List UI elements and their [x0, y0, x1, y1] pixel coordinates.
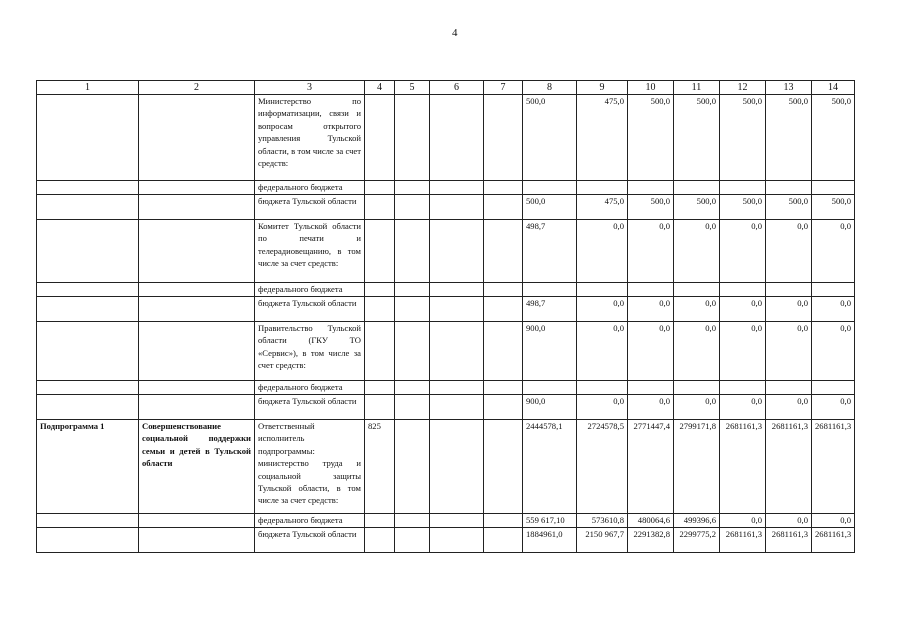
subprogram-title-cell — [139, 195, 255, 220]
empty-cell — [395, 181, 430, 195]
value-cell: 0,0 — [628, 297, 674, 322]
value-cell: 0,0 — [577, 322, 628, 381]
value-cell: 0,0 — [720, 395, 766, 420]
value-cell — [720, 381, 766, 395]
executor-cell: федерального бюджета — [255, 283, 365, 297]
value-cell: 500,0 — [812, 195, 855, 220]
code-cell — [365, 395, 395, 420]
code-cell — [365, 95, 395, 181]
value-cell: 500,0 — [720, 95, 766, 181]
value-cell — [523, 283, 577, 297]
column-number-row — [37, 81, 855, 95]
empty-cell — [430, 528, 484, 553]
table-row — [37, 297, 855, 322]
executor-cell: федерального бюджета — [255, 381, 365, 395]
subprogram-title-cell — [139, 322, 255, 381]
value-cell: 0,0 — [674, 322, 720, 381]
value-cell: 0,0 — [628, 395, 674, 420]
empty-cell — [484, 322, 523, 381]
empty-cell — [395, 220, 430, 283]
executor-cell: Комитет Тульской области по печати и телерадиовещанию, в том числе за счет средств: — [255, 220, 365, 283]
value-cell — [812, 181, 855, 195]
value-cell: 900,0 — [523, 395, 577, 420]
empty-cell — [395, 514, 430, 528]
value-cell: 500,0 — [523, 195, 577, 220]
value-cell: 0,0 — [812, 220, 855, 283]
subprogram-title-cell — [139, 528, 255, 553]
empty-cell — [484, 95, 523, 181]
table-row — [37, 528, 855, 553]
value-cell: 498,7 — [523, 220, 577, 283]
executor-cell: бюджета Тульской области — [255, 195, 365, 220]
empty-cell — [484, 181, 523, 195]
value-cell: 500,0 — [674, 95, 720, 181]
subprogram-cell — [37, 395, 139, 420]
empty-cell — [430, 395, 484, 420]
value-cell: 2681161,3 — [766, 528, 812, 553]
value-cell — [628, 381, 674, 395]
value-cell — [577, 283, 628, 297]
value-cell: 559 617,10 — [523, 514, 577, 528]
executor-cell: федерального бюджета — [255, 181, 365, 195]
subprogram-cell — [37, 195, 139, 220]
subprogram-cell — [37, 95, 139, 181]
value-cell: 500,0 — [766, 95, 812, 181]
code-cell — [365, 528, 395, 553]
value-cell: 2681161,3 — [720, 528, 766, 553]
table-row — [37, 283, 855, 297]
empty-cell — [395, 283, 430, 297]
value-cell: 0,0 — [812, 395, 855, 420]
value-cell: 480064,6 — [628, 514, 674, 528]
empty-cell — [484, 220, 523, 283]
value-cell — [674, 181, 720, 195]
executor-cell: федерального бюджета — [255, 514, 365, 528]
value-cell: 0,0 — [628, 322, 674, 381]
empty-cell — [395, 297, 430, 322]
empty-cell — [430, 195, 484, 220]
code-cell — [365, 220, 395, 283]
subprogram-cell — [37, 514, 139, 528]
value-cell: 500,0 — [628, 195, 674, 220]
subprogram-title-cell — [139, 283, 255, 297]
col-header: 13 — [766, 81, 812, 95]
value-cell — [628, 283, 674, 297]
table-row — [37, 514, 855, 528]
empty-cell — [484, 420, 523, 514]
executor-cell: Министерство по информатизации, связи и вопросам открытого управления Тульской области, в том числе за счет средств: — [255, 95, 365, 181]
value-cell: 0,0 — [766, 220, 812, 283]
code-cell — [365, 283, 395, 297]
value-cell — [674, 283, 720, 297]
value-cell — [766, 283, 812, 297]
value-cell: 2299775,2 — [674, 528, 720, 553]
table-row — [37, 381, 855, 395]
table-row — [37, 181, 855, 195]
empty-cell — [395, 95, 430, 181]
empty-cell — [484, 528, 523, 553]
table-row — [37, 395, 855, 420]
subprogram-cell — [37, 322, 139, 381]
code-cell — [365, 181, 395, 195]
value-cell: 0,0 — [766, 395, 812, 420]
col-header: 6 — [430, 81, 484, 95]
value-cell: 0,0 — [628, 220, 674, 283]
value-cell — [523, 381, 577, 395]
value-cell: 0,0 — [720, 322, 766, 381]
value-cell — [766, 381, 812, 395]
page-number: 4 — [452, 27, 458, 39]
value-cell: 573610,8 — [577, 514, 628, 528]
subprogram-cell — [37, 181, 139, 195]
value-cell — [577, 181, 628, 195]
empty-cell — [430, 322, 484, 381]
executor-cell: бюджета Тульской области — [255, 297, 365, 322]
col-header: 8 — [523, 81, 577, 95]
value-cell: 475,0 — [577, 195, 628, 220]
subprogram-cell — [37, 528, 139, 553]
empty-cell — [395, 395, 430, 420]
executor-cell: бюджета Тульской области — [255, 395, 365, 420]
value-cell: 0,0 — [720, 297, 766, 322]
subprogram-cell: Подпрограмма 1 — [37, 420, 139, 514]
empty-cell — [430, 297, 484, 322]
value-cell: 2291382,8 — [628, 528, 674, 553]
empty-cell — [484, 395, 523, 420]
subprogram-cell — [37, 220, 139, 283]
empty-cell — [484, 297, 523, 322]
col-header: 1 — [37, 81, 139, 95]
subprogram-cell — [37, 283, 139, 297]
value-cell: 0,0 — [577, 395, 628, 420]
value-cell: 0,0 — [720, 514, 766, 528]
empty-cell — [484, 283, 523, 297]
col-header: 11 — [674, 81, 720, 95]
code-cell — [365, 514, 395, 528]
empty-cell — [430, 220, 484, 283]
value-cell: 0,0 — [674, 220, 720, 283]
executor-cell: Ответственный исполнитель подпрограммы: министерство труда и социальной защиты Тульской области, в том числе за счет средств: — [255, 420, 365, 514]
empty-cell — [430, 283, 484, 297]
col-header: 10 — [628, 81, 674, 95]
empty-cell — [395, 195, 430, 220]
empty-cell — [430, 181, 484, 195]
value-cell — [812, 381, 855, 395]
value-cell: 0,0 — [766, 322, 812, 381]
col-header: 4 — [365, 81, 395, 95]
executor-cell: Правительство Тульской области (ГКУ ТО «Сервис»), в том числе за счет средств: — [255, 322, 365, 381]
executor-cell: бюджета Тульской области — [255, 528, 365, 553]
value-cell: 0,0 — [577, 220, 628, 283]
table-row — [37, 322, 855, 381]
empty-cell — [430, 381, 484, 395]
value-cell: 500,0 — [720, 195, 766, 220]
value-cell: 2681161,3 — [766, 420, 812, 514]
value-cell — [812, 283, 855, 297]
value-cell: 2771447,4 — [628, 420, 674, 514]
code-cell — [365, 195, 395, 220]
subprogram-title-cell — [139, 514, 255, 528]
value-cell: 2724578,5 — [577, 420, 628, 514]
col-header: 12 — [720, 81, 766, 95]
value-cell: 500,0 — [674, 195, 720, 220]
value-cell: 0,0 — [577, 297, 628, 322]
value-cell: 498,7 — [523, 297, 577, 322]
value-cell: 499396,6 — [674, 514, 720, 528]
empty-cell — [395, 420, 430, 514]
value-cell: 0,0 — [720, 220, 766, 283]
value-cell: 900,0 — [523, 322, 577, 381]
code-cell — [365, 297, 395, 322]
table-row — [37, 95, 855, 181]
value-cell: 0,0 — [674, 297, 720, 322]
empty-cell — [430, 514, 484, 528]
value-cell: 0,0 — [812, 322, 855, 381]
code-cell — [365, 381, 395, 395]
value-cell: 2444578,1 — [523, 420, 577, 514]
subprogram-title-cell — [139, 181, 255, 195]
value-cell: 1884961,0 — [523, 528, 577, 553]
table-row — [37, 220, 855, 283]
value-cell: 2799171,8 — [674, 420, 720, 514]
value-cell — [674, 381, 720, 395]
value-cell: 0,0 — [812, 514, 855, 528]
code-cell — [365, 322, 395, 381]
value-cell: 2681161,3 — [720, 420, 766, 514]
empty-cell — [430, 95, 484, 181]
value-cell: 0,0 — [812, 297, 855, 322]
value-cell: 2681161,3 — [812, 528, 855, 553]
empty-cell — [395, 381, 430, 395]
value-cell — [577, 381, 628, 395]
col-header: 2 — [139, 81, 255, 95]
value-cell: 0,0 — [674, 395, 720, 420]
value-cell: 500,0 — [628, 95, 674, 181]
empty-cell — [484, 195, 523, 220]
value-cell — [523, 181, 577, 195]
value-cell: 0,0 — [766, 297, 812, 322]
table-row — [37, 195, 855, 220]
subprogram-title-cell — [139, 381, 255, 395]
empty-cell — [395, 528, 430, 553]
col-header: 9 — [577, 81, 628, 95]
value-cell — [628, 181, 674, 195]
col-header: 3 — [255, 81, 365, 95]
code-cell: 825 — [365, 420, 395, 514]
value-cell: 0,0 — [766, 514, 812, 528]
col-header: 7 — [484, 81, 523, 95]
budget-table — [36, 80, 855, 553]
value-cell: 500,0 — [766, 195, 812, 220]
subprogram-title-cell — [139, 297, 255, 322]
subprogram-cell — [37, 381, 139, 395]
empty-cell — [430, 420, 484, 514]
subprogram-title-cell: Совершенствование социальной поддержки семьи и детей в Тульской области — [139, 420, 255, 514]
subprogram-title-cell — [139, 220, 255, 283]
table-row — [37, 420, 855, 514]
col-header: 5 — [395, 81, 430, 95]
value-cell: 2681161,3 — [812, 420, 855, 514]
value-cell — [766, 181, 812, 195]
empty-cell — [395, 322, 430, 381]
value-cell — [720, 283, 766, 297]
subprogram-title-cell — [139, 395, 255, 420]
empty-cell — [484, 381, 523, 395]
value-cell: 2150 967,7 — [577, 528, 628, 553]
col-header: 14 — [812, 81, 855, 95]
value-cell: 500,0 — [523, 95, 577, 181]
subprogram-title-cell — [139, 95, 255, 181]
value-cell: 500,0 — [812, 95, 855, 181]
value-cell — [720, 181, 766, 195]
subprogram-cell — [37, 297, 139, 322]
empty-cell — [484, 514, 523, 528]
value-cell: 475,0 — [577, 95, 628, 181]
